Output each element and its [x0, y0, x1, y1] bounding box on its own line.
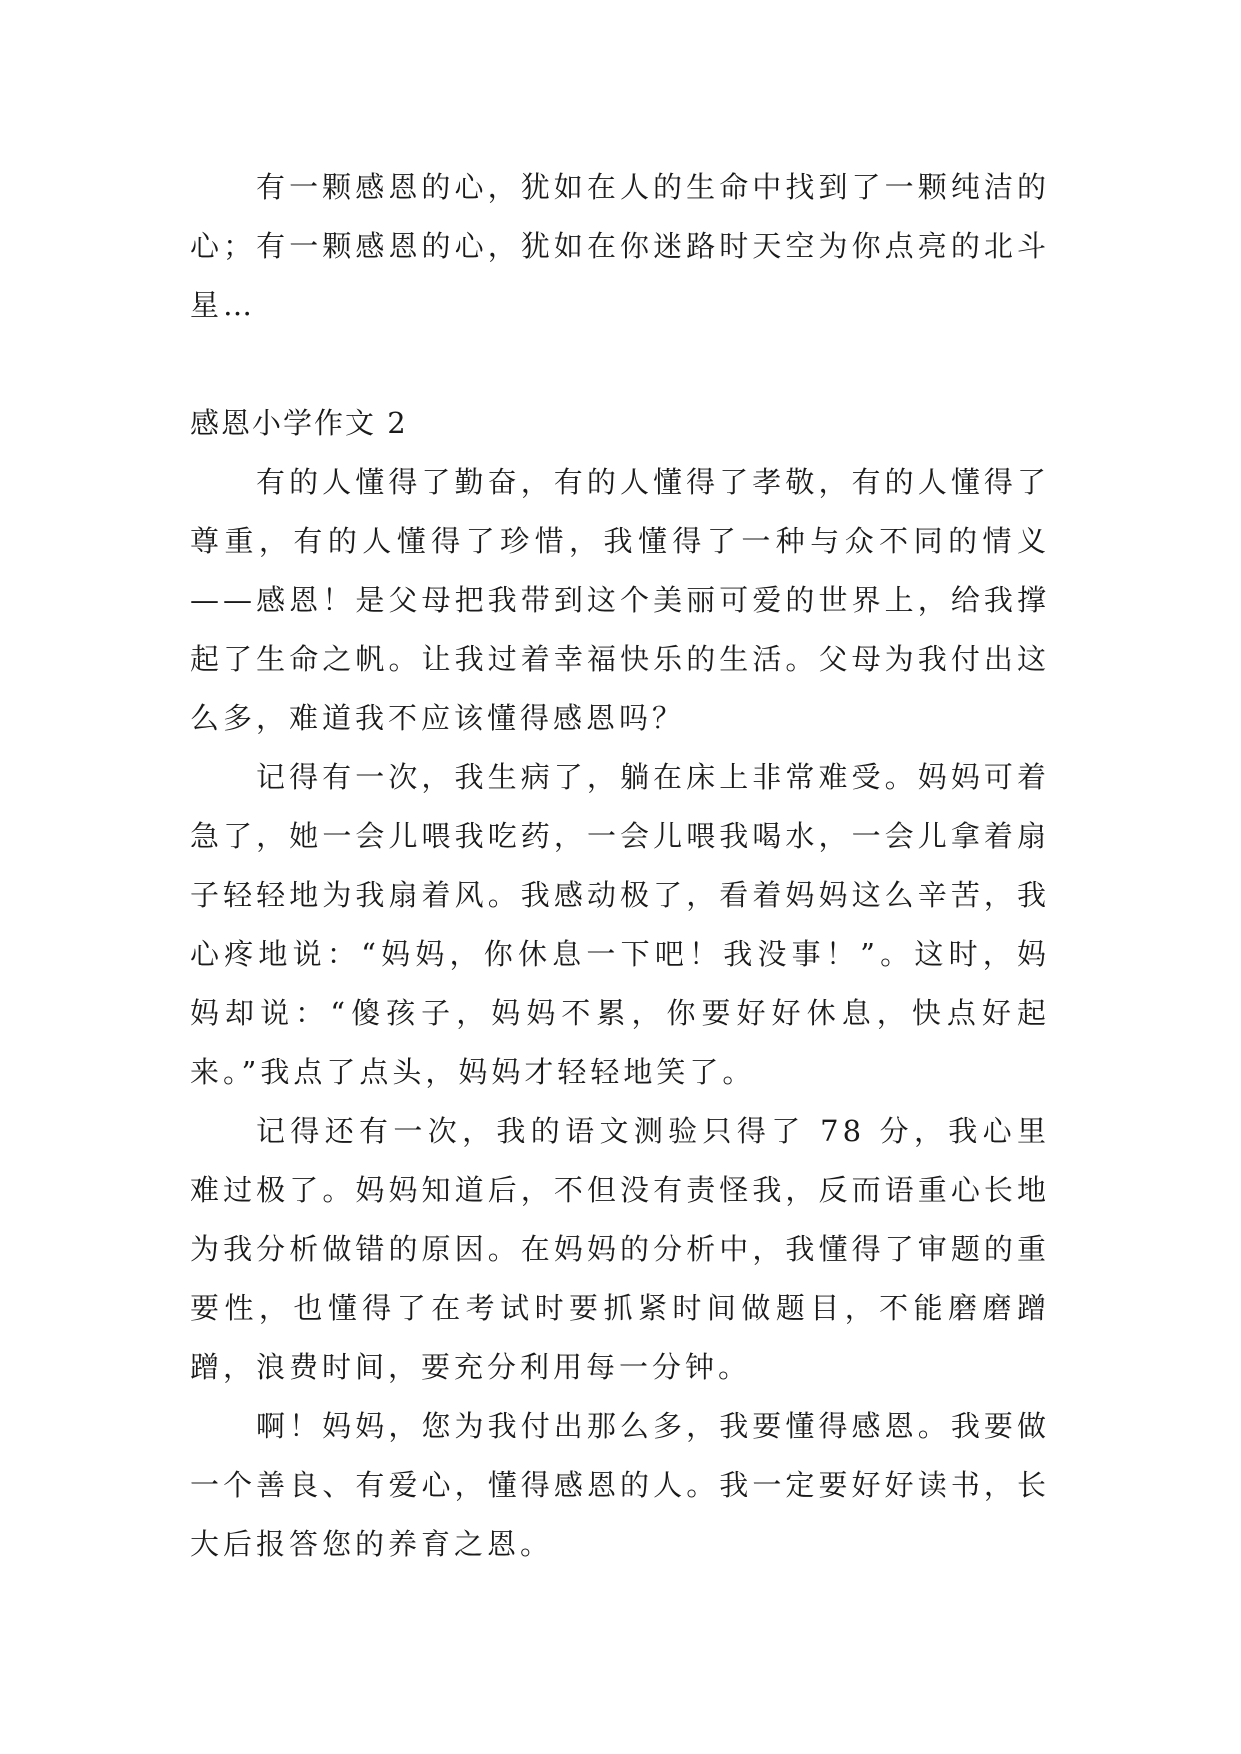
body-paragraph-2: 记得有一次，我生病了，躺在床上非常难受。妈妈可着急了，她一会儿喂我吃药，一会儿喂我喝水，一会儿拿着扇子轻轻地为我扇着风。我感动极了，看着妈妈这么辛苦，我心疼地说：“妈妈，你休息一下吧！我没事！”。这时，妈妈却说：“傻孩子，妈妈不累，你要好好休息，快点好起来。”我点了点头，妈妈才轻轻地笑了。 [190, 760, 1050, 1089]
document-body [190, 158, 1050, 1574]
intro-paragraph: 有一颗感恩的心，犹如在人的生命中找到了一颗纯洁的心；有一颗感恩的心，犹如在你迷路时天空为你点亮的北斗星… [190, 170, 1050, 322]
body-paragraph-1: 有的人懂得了勤奋，有的人懂得了孝敬，有的人懂得了尊重，有的人懂得了珍惜，我懂得了一种与众不同的情义——感恩！是父母把我带到这个美丽可爱的世界上，给我撑起了生命之帆。让我过着幸福快乐的生活。父母为我付出这么多，难道我不应该懂得感恩吗？ [190, 465, 1050, 735]
essay-title: 感恩小学作文 2 [190, 406, 408, 440]
body-paragraph-4: 啊！妈妈，您为我付出那么多，我要懂得感恩。我要做一个善良、有爱心，懂得感恩的人。我一定要好好读书，长大后报答您的养育之恩。 [190, 1409, 1050, 1561]
body-paragraph-3: 记得还有一次，我的语文测验只得了 78 分，我心里难过极了。妈妈知道后，不但没有责怪我，反而语重心长地为我分析做错的原因。在妈妈的分析中，我懂得了审题的重要性，也懂得了在考试时要抓紧时间做题目，不能磨磨蹭蹭，浪费时间，要充分利用每一分钟。 [190, 1114, 1050, 1384]
paragraph-spacer [190, 335, 1050, 394]
